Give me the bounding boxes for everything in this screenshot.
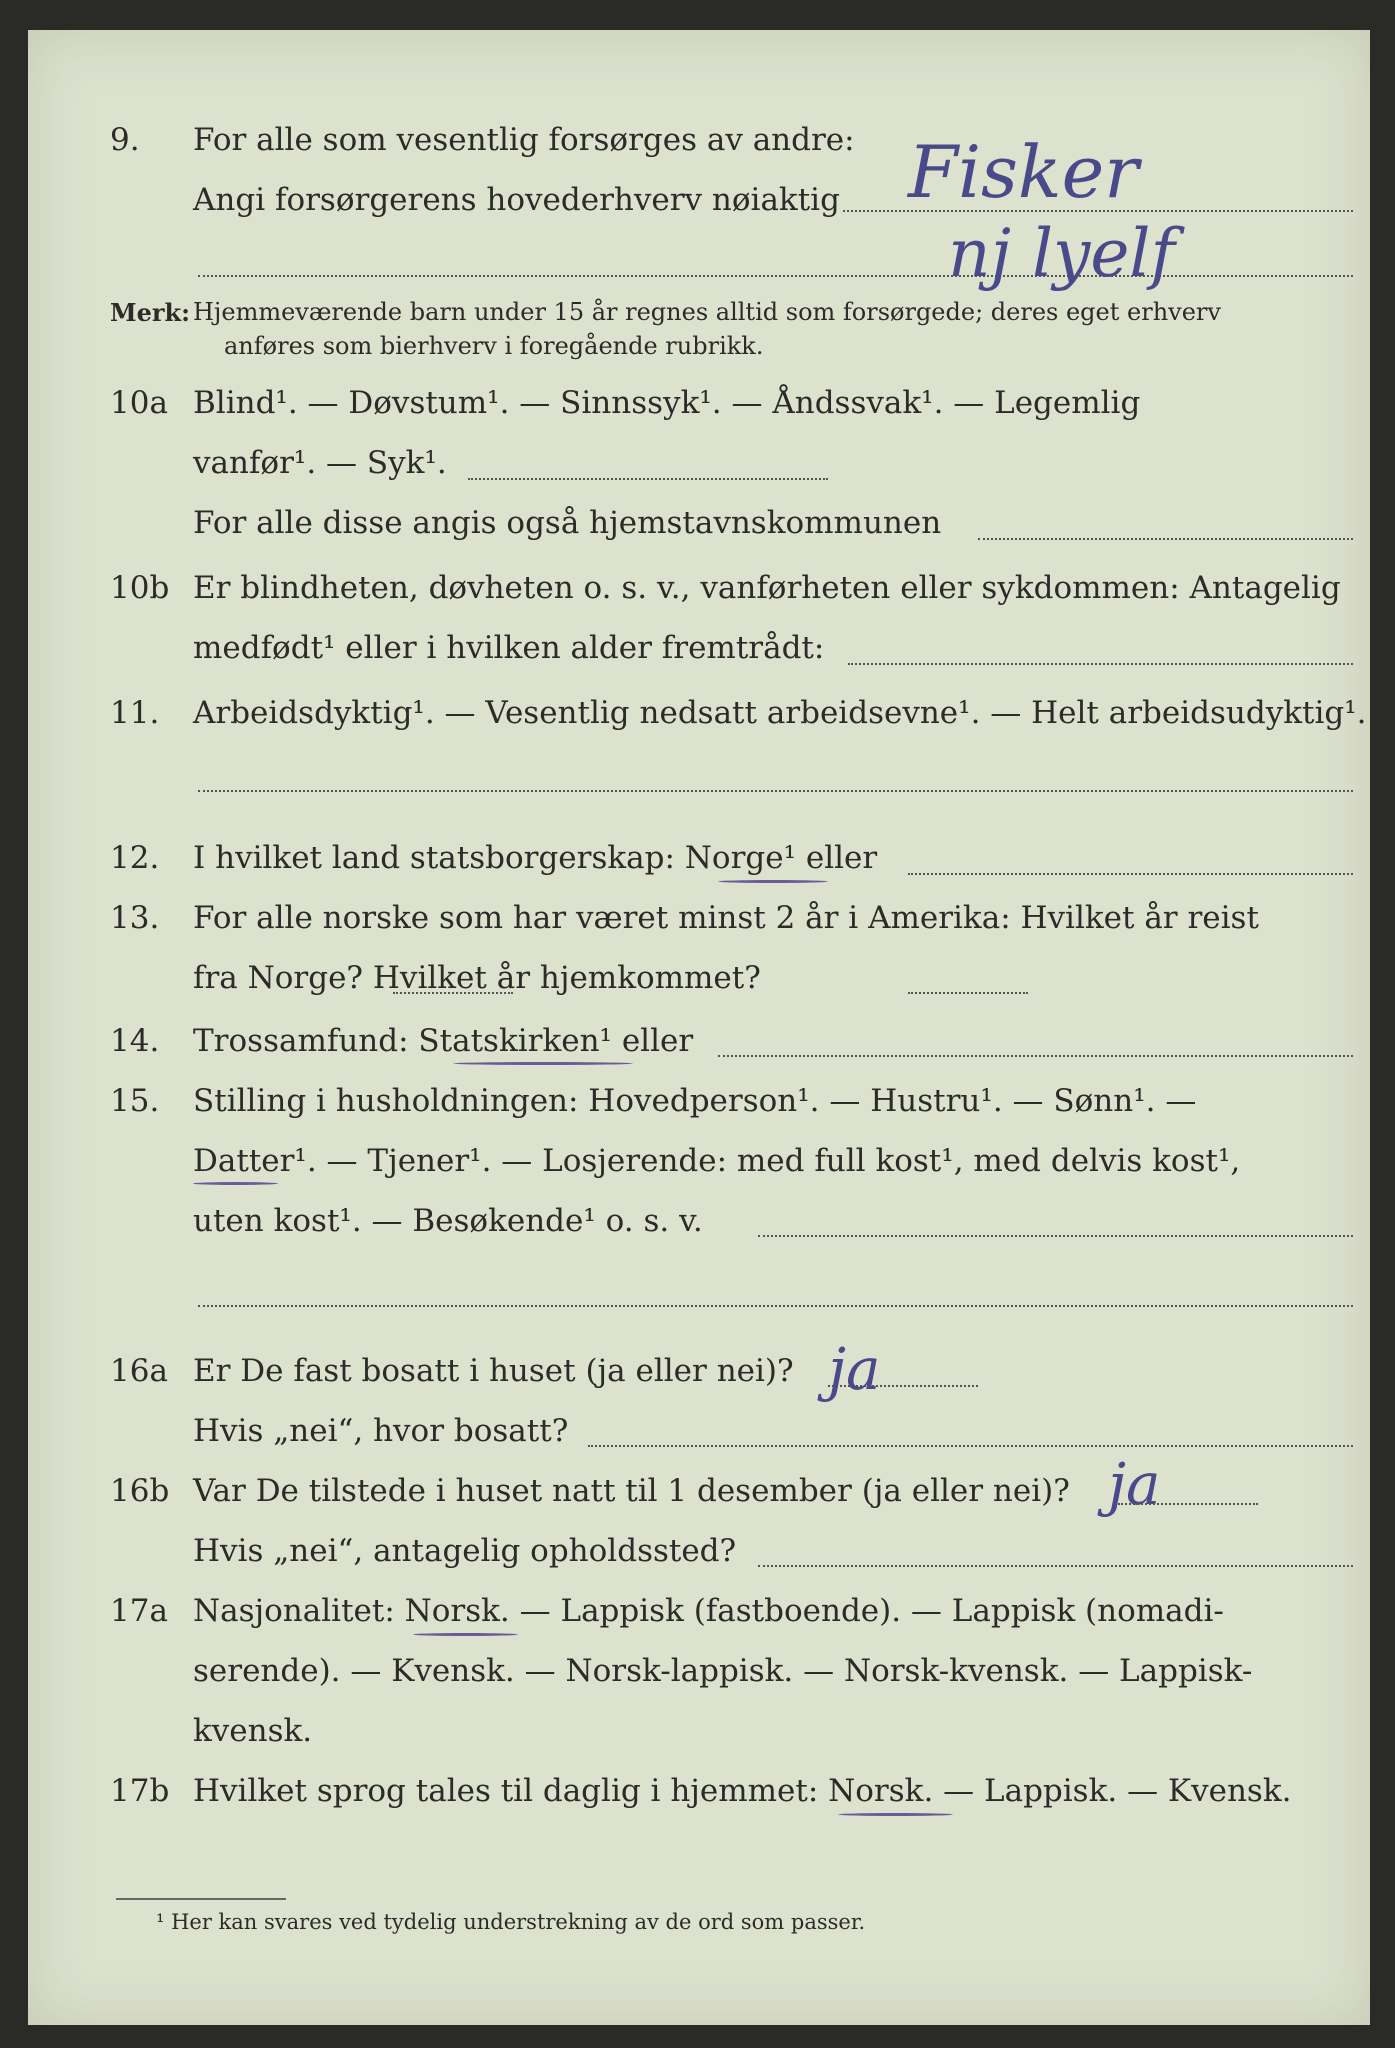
q9-handwritten-2: nj lyelf xyxy=(948,215,1175,292)
q16b-line2: Hvis „nei“, antagelig opholdssted? xyxy=(193,1533,737,1569)
q13-answer-1 xyxy=(393,992,513,994)
q13-line2: fra Norge? Hvilket år hjemkommet? xyxy=(193,960,761,996)
q14-line1: Trossamfund: Statskirken¹ eller xyxy=(193,1023,694,1059)
q13-line1: For alle norske som har været minst 2 år i Amerika: Hvilket år reist xyxy=(193,900,1259,936)
q11-answer xyxy=(198,790,1353,792)
q16b-answer xyxy=(1118,1503,1258,1505)
q10b-line1: Er blindheten, døvheten o. s. v., vanførheten eller sykdommen: Antagelig xyxy=(193,570,1341,606)
q16a-handwritten: ja xyxy=(828,1335,881,1403)
q10a-line3-answer xyxy=(978,538,1353,540)
q11-number: 11. xyxy=(110,695,160,731)
q16a-number: 16a xyxy=(110,1353,168,1389)
q15-line2: Datter¹. — Tjener¹. — Losjerende: med full kost¹, med delvis kost¹, xyxy=(193,1143,1241,1179)
q11-line1: Arbeidsdyktig¹. — Vesentlig nedsatt arbeidsevne¹. — Helt arbeidsudyktig¹. xyxy=(193,695,1367,731)
q17a-underline xyxy=(413,1633,518,1636)
q15-answer-2 xyxy=(198,1305,1353,1307)
q10b-answer xyxy=(848,663,1353,665)
q16b-number: 16b xyxy=(110,1473,170,1509)
q15-number: 15. xyxy=(110,1083,160,1119)
q9-number: 9. xyxy=(110,122,140,158)
q17a-line1: Nasjonalitet: Norsk. — Lappisk (fastboende). — Lappisk (nomadi- xyxy=(193,1593,1224,1629)
note-line1: Hjemmeværende barn under 15 år regnes alltid som forsørgede; deres eget erhverv xyxy=(193,298,1221,326)
q14-number: 14. xyxy=(110,1023,160,1059)
q12-line1: I hvilket land statsborgerskap: Norge¹ eller xyxy=(193,840,878,876)
q14-underline xyxy=(453,1062,633,1065)
q17a-line2: serende). — Kvensk. — Norsk-lappisk. — Norsk-kvensk. — Lappisk- xyxy=(193,1653,1253,1689)
q9-handwritten-1: Fisker xyxy=(908,130,1139,214)
q17b-line1: Hvilket sprog tales til daglig i hjemmet: Norsk. — Lappisk. — Kvensk. xyxy=(193,1773,1292,1809)
q9-answer-line-2 xyxy=(198,275,1353,277)
q16b-line1: Var De tilstede i huset natt til 1 desember (ja eller nei)? xyxy=(193,1473,1070,1509)
q15-answer xyxy=(758,1235,1353,1237)
q10a-number: 10a xyxy=(110,385,168,421)
q10a-line2: vanfør¹. — Syk¹. xyxy=(193,445,447,481)
q17b-underline xyxy=(838,1813,953,1816)
q16a-line2: Hvis „nei“, hvor bosatt? xyxy=(193,1413,569,1449)
footnote: ¹ Her kan svares ved tydelig understrekning av de ord som passer. xyxy=(156,1910,866,1934)
q10a-line2-answer xyxy=(468,478,828,480)
q16a-answer-2 xyxy=(588,1445,1353,1447)
q12-underline-norge xyxy=(718,880,828,883)
q16a-line1: Er De fast bosatt i huset (ja eller nei)? xyxy=(193,1353,794,1389)
note-label: Merk: xyxy=(110,298,190,327)
q10a-line1: Blind¹. — Døvstum¹. — Sinnssyk¹. — Åndssvak¹. — Legemlig xyxy=(193,385,1141,421)
q17b-number: 17b xyxy=(110,1773,170,1809)
q10b-line2: medfødt¹ eller i hvilken alder fremtrådt: xyxy=(193,630,825,666)
q16b-handwritten: ja xyxy=(1108,1450,1161,1518)
q14-answer xyxy=(718,1055,1353,1057)
q16b-answer-2 xyxy=(758,1565,1353,1567)
q9-line1: For alle som vesentlig forsørges av andre: xyxy=(193,122,855,158)
q12-answer xyxy=(908,873,1353,875)
q15-line1: Stilling i husholdningen: Hovedperson¹. — Hustru¹. — Sønn¹. — xyxy=(193,1083,1197,1119)
note-line2: anføres som bierhverv i foregående rubrikk. xyxy=(224,332,764,360)
q12-number: 12. xyxy=(110,840,160,876)
q15-underline xyxy=(193,1182,278,1185)
q9-line2: Angi forsørgerens hovederhverv nøiaktig xyxy=(193,182,840,218)
q10b-number: 10b xyxy=(110,570,170,606)
census-form-page xyxy=(28,30,1370,2025)
q13-answer-2 xyxy=(908,992,1028,994)
q13-number: 13. xyxy=(110,900,160,936)
q15-line3: uten kost¹. — Besøkende¹ o. s. v. xyxy=(193,1203,703,1239)
q17a-number: 17a xyxy=(110,1593,168,1629)
q10a-line3: For alle disse angis også hjemstavnskommunen xyxy=(193,505,942,541)
footnote-rule xyxy=(116,1898,286,1900)
q17a-line3: kvensk. xyxy=(193,1713,313,1749)
